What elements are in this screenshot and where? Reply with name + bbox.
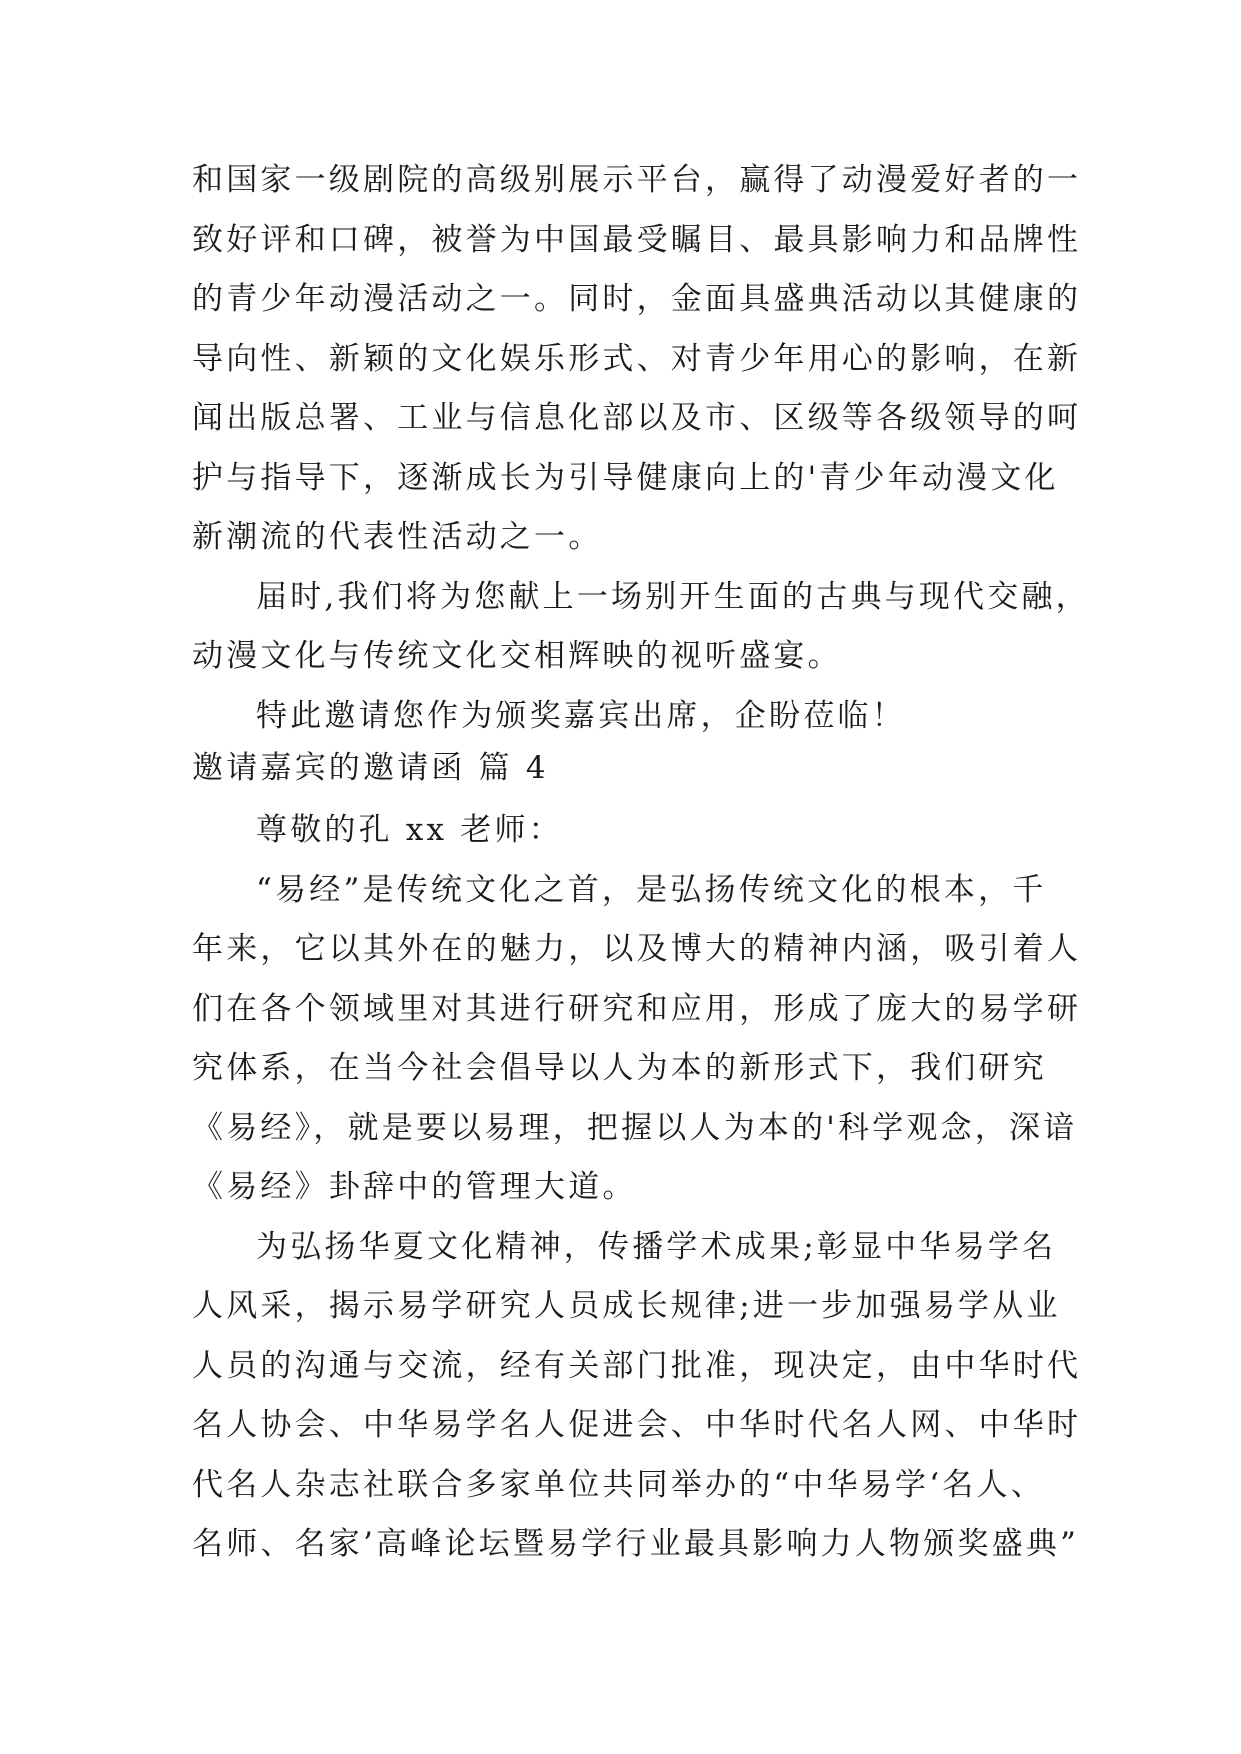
text-line: 名人协会、中华易学名人促进会、中华时代名人网、中华时 — [192, 1407, 1082, 1443]
text-line: 为弘扬华夏文化精神，传播学术成果;彰显中华易学名 — [256, 1229, 1057, 1265]
text-line: “易经”是传统文化之首，是弘扬传统文化的根本，千 — [256, 872, 1047, 908]
text-line: 致好评和口碑，被誉为中国最受瞩目、最具影响力和品牌性 — [192, 222, 1082, 258]
text-line: 人员的沟通与交流，经有关部门批准，现决定，由中华时代 — [192, 1348, 1082, 1384]
text-line: 届时,我们将为您献上一场别开生面的古典与现代交融， — [256, 579, 1090, 615]
text-line: 《易经》，就是要以易理，把握以人为本的'科学观念，深谙 — [192, 1110, 1078, 1146]
text-line: 特此邀请您作为颁奖嘉宾出席，企盼莅临！ — [256, 698, 906, 734]
text-line: 导向性、新颖的文化娱乐形式、对青少年用心的影响，在新 — [192, 341, 1082, 377]
section-heading: 邀请嘉宾的邀请函 篇 4 — [192, 750, 549, 786]
text-line: 新潮流的代表性活动之一。 — [192, 519, 603, 555]
text-line: 代名人杂志社联合多家单位共同举办的“中华易学‘名人、 — [192, 1467, 1045, 1503]
salutation: 尊敬的孔 xx 老师： — [256, 812, 563, 848]
text-line: 名师、名家’高峰论坛暨易学行业最具影响力人物颁奖盛典” — [192, 1526, 1080, 1562]
text-line: 闻出版总署、工业与信息化部以及市、区级等各级领导的呵 — [192, 400, 1082, 436]
text-line: 动漫文化与传统文化交相辉映的视听盛宴。 — [192, 638, 842, 674]
text-line: 人风采，揭示易学研究人员成长规律;进一步加强易学从业 — [192, 1288, 1061, 1324]
text-line: 护与指导下，逐渐成长为引导健康向上的'青少年动漫文化 — [192, 460, 1059, 496]
text-line: 们在各个领域里对其进行研究和应用，形成了庞大的易学研 — [192, 991, 1082, 1027]
text-line: 的青少年动漫活动之一。同时，金面具盛典活动以其健康的 — [192, 281, 1082, 317]
text-line: 年来，它以其外在的魅力，以及博大的精神内涵，吸引着人 — [192, 931, 1082, 967]
text-line: 《易经》卦辞中的管理大道。 — [192, 1169, 637, 1205]
text-line: 和国家一级剧院的高级别展示平台，赢得了动漫爱好者的一 — [192, 162, 1082, 198]
text-line: 究体系，在当今社会倡导以人为本的新形式下，我们研究 — [192, 1050, 1047, 1086]
